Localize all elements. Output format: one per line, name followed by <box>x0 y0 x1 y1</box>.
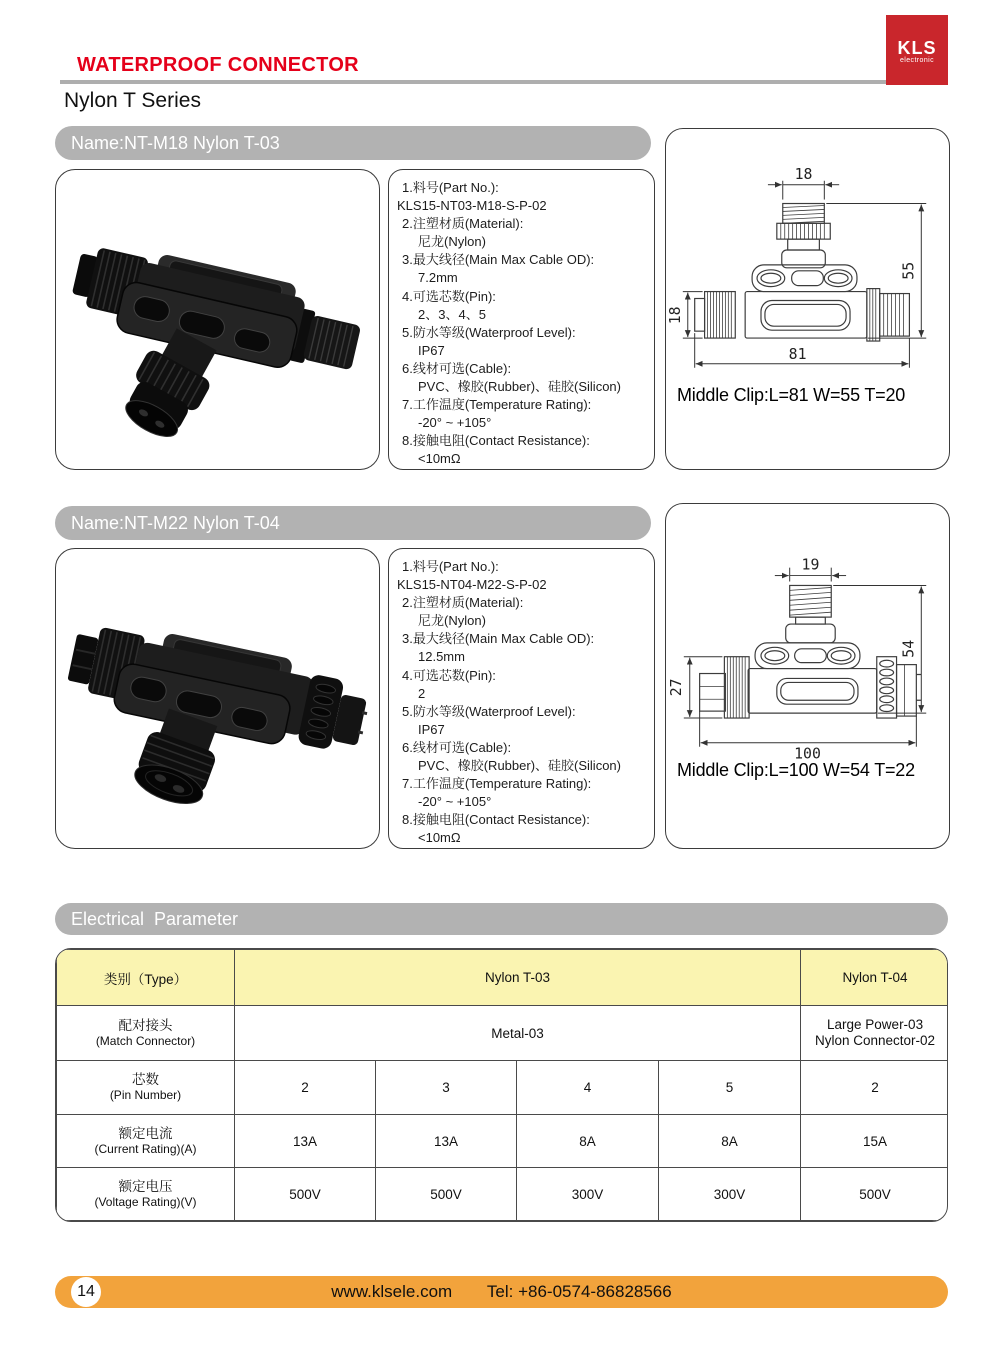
spec-line: 尼龙(Nylon) <box>418 234 486 250</box>
cell-current-1: 13A <box>376 1115 517 1168</box>
spec-line: 7.工作温度(Temperature Rating): <box>402 397 592 413</box>
table-row-current-rating <box>57 1115 949 1168</box>
product1-photo <box>56 170 378 468</box>
cell-match-t04 <box>801 1006 948 1061</box>
table-row-voltage-rating <box>57 1168 949 1221</box>
spec-line: 5.防水等级(Waterproof Level): <box>402 703 576 719</box>
spec-line: 3.最大线径(Main Max Cable OD): <box>402 252 595 268</box>
dim-right-label: 55 <box>900 261 918 280</box>
product2-clip-caption: Middle Clip:L=100 W=54 T=22 <box>677 760 915 780</box>
match-t04-line1: Large Power-03 <box>827 1017 924 1032</box>
spec-line: -20° ~ +105° <box>418 415 492 431</box>
dim-left-label: 18 <box>666 306 684 325</box>
table-row-match-connector <box>57 1006 949 1061</box>
product2-photo-box <box>55 548 380 849</box>
row-label-pin <box>57 1061 235 1115</box>
dim-top-label: 19 <box>801 556 820 574</box>
cell-pin-0: 2 <box>235 1061 376 1115</box>
product2-technical-drawing <box>666 504 948 847</box>
page-title: WATERPROOF CONNECTOR <box>77 54 359 76</box>
cell-pin-3: 5 <box>659 1061 801 1115</box>
kls-logo-subtext: electronic <box>900 57 934 64</box>
spec-line: 2.注塑材质(Material): <box>402 595 524 611</box>
spec-line: IP67 <box>418 342 445 358</box>
header-divider <box>60 80 948 84</box>
spec-line: 4.可选芯数(Pin): <box>402 288 496 304</box>
spec-line: 8.接触电阻(Contact Resistance): <box>402 433 590 449</box>
spec-line: 2 <box>418 685 426 701</box>
row-label-match <box>57 1006 235 1061</box>
label-zh: 芯数 <box>132 1072 159 1087</box>
product2-spec-box <box>388 548 655 849</box>
cell-current-4: 15A <box>801 1115 948 1168</box>
label-zh: 配对接头 <box>118 1017 173 1033</box>
cell-current-3: 8A <box>659 1115 801 1168</box>
footer-website: www.klsele.com <box>331 1282 453 1301</box>
cell-type-t04: Nylon T-04 <box>801 950 948 1006</box>
product1-spec-box <box>388 169 655 470</box>
cell-voltage-1: 500V <box>376 1168 517 1221</box>
footer-contact <box>55 1276 948 1308</box>
label-zh: 额定电流 <box>118 1125 173 1141</box>
product2-drawing-box <box>665 503 950 849</box>
product2-spec-list <box>389 549 654 848</box>
row-label-voltage <box>57 1168 235 1221</box>
spec-line: IP67 <box>418 721 445 737</box>
row-label-current <box>57 1115 235 1168</box>
spec-line: 7.工作温度(Temperature Rating): <box>402 776 592 792</box>
kls-logo <box>886 15 948 85</box>
electrical-parameter-table <box>55 948 948 1222</box>
cell-match-t03: Metal-03 <box>235 1006 801 1061</box>
cell-voltage-3: 300V <box>659 1168 801 1221</box>
dim-right-label: 54 <box>900 639 918 658</box>
spec-line: <10mΩ <box>418 451 461 467</box>
kls-logo-text: KLS <box>897 38 937 58</box>
spec-line: 1.料号(Part No.): <box>402 180 499 195</box>
spec-line: PVC、橡胶(Rubber)、硅胶(Silicon) <box>418 758 621 774</box>
label-en: (Current Rating)(A) <box>94 1141 197 1156</box>
spec-line: 12.5mm <box>418 649 465 665</box>
dim-bottom-label: 81 <box>788 345 807 363</box>
product2-name-bar: Name:NT-M22 Nylon T-04 <box>55 506 651 540</box>
spec-line: 3.最大线径(Main Max Cable OD): <box>402 631 595 647</box>
cell-voltage-4: 500V <box>801 1168 948 1221</box>
product1-clip-caption: Middle Clip:L=81 W=55 T=20 <box>677 385 906 405</box>
match-t04-line2: Nylon Connector-02 <box>815 1033 936 1048</box>
dim-left-label: 27 <box>667 678 685 697</box>
product1-technical-drawing <box>666 129 948 468</box>
cell-voltage-0: 500V <box>235 1168 376 1221</box>
label-en: (Voltage Rating)(V) <box>94 1194 197 1209</box>
page-number-badge: 14 <box>71 1277 101 1307</box>
electrical-parameter-bar: Electrical Parameter <box>55 903 948 935</box>
spec-line: -20° ~ +105° <box>418 794 492 810</box>
table-row-pin-number <box>57 1061 949 1115</box>
spec-line: 6.线材可选(Cable): <box>402 739 512 755</box>
spec-line: 尼龙(Nylon) <box>418 613 486 629</box>
product1-drawing-box <box>665 128 950 470</box>
label-en: (Match Connector) <box>95 1033 196 1048</box>
cell-pin-1: 3 <box>376 1061 517 1115</box>
spec-line: 7.2mm <box>418 270 458 286</box>
product1-name-bar: Name:NT-M18 Nylon T-03 <box>55 126 651 160</box>
spec-line: 2、3、4、5 <box>418 306 486 322</box>
spec-line: <10mΩ <box>418 830 461 846</box>
dim-bottom-label: 100 <box>794 745 821 763</box>
spec-line: 8.接触电阻(Contact Resistance): <box>402 812 590 828</box>
cell-current-0: 13A <box>235 1115 376 1168</box>
spec-line: 6.线材可选(Cable): <box>402 360 512 376</box>
cell-type-t03: Nylon T-03 <box>235 950 801 1006</box>
spec-line: 1.料号(Part No.): <box>402 559 499 574</box>
footer-bar <box>55 1276 948 1308</box>
row-label-type: 类别（Type） <box>57 950 235 1006</box>
product2-photo <box>56 549 378 847</box>
cell-pin-4: 2 <box>801 1061 948 1115</box>
spec-line: PVC、橡胶(Rubber)、硅胶(Silicon) <box>418 379 621 395</box>
spec-line: KLS15-NT03-M18-S-P-02 <box>397 198 547 214</box>
product1-photo-box <box>55 169 380 470</box>
dim-top-label: 18 <box>794 165 813 183</box>
table-row-type <box>57 950 949 1006</box>
spec-line: 5.防水等级(Waterproof Level): <box>402 324 576 340</box>
product1-spec-list <box>389 170 654 469</box>
spec-line: KLS15-NT04-M22-S-P-02 <box>397 577 547 593</box>
footer-telephone: Tel: +86-0574-86828566 <box>486 1282 672 1301</box>
cell-voltage-2: 300V <box>517 1168 659 1221</box>
cell-pin-2: 4 <box>517 1061 659 1115</box>
spec-line: 2.注塑材质(Material): <box>402 216 524 232</box>
series-title: Nylon T Series <box>64 89 201 112</box>
label-en: (Pin Number) <box>109 1088 182 1102</box>
spec-line: 4.可选芯数(Pin): <box>402 667 496 683</box>
cell-current-2: 8A <box>517 1115 659 1168</box>
label-zh: 额定电压 <box>118 1178 173 1194</box>
